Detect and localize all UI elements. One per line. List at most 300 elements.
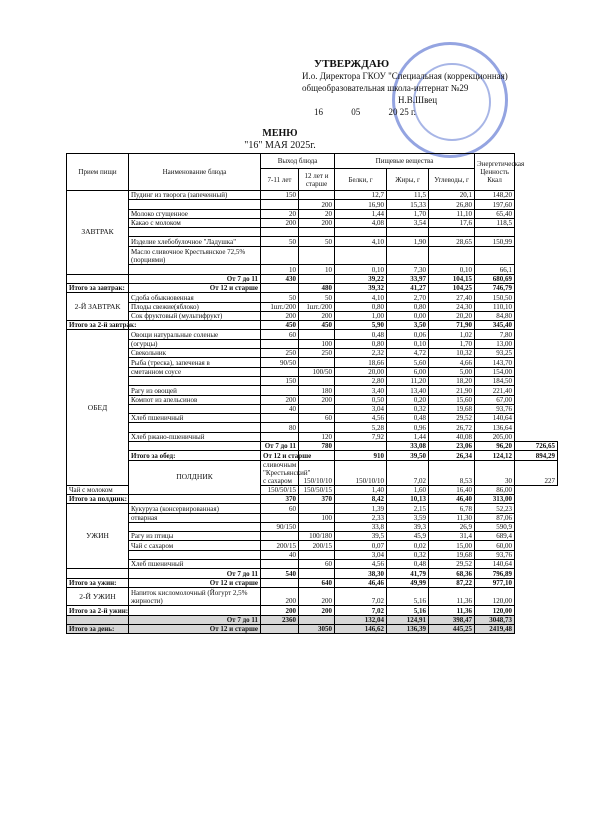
output-7-11: 40 <box>261 550 299 559</box>
meal-name: 2-Й УЖИН <box>67 587 129 606</box>
dish-name: Хлеб ржано-пшеничный <box>129 432 261 441</box>
protein-value: 7,02 <box>335 587 387 606</box>
summary-age-label: От 12 и старше <box>129 578 261 587</box>
carbs-value: 29,52 <box>429 414 475 423</box>
fat-value: 5,60 <box>387 358 429 367</box>
output-12-plus: 200 <box>299 200 335 209</box>
table-row <box>67 504 558 513</box>
fat-value: 2,15 <box>387 504 429 513</box>
header-fat: Жиры, г <box>387 169 429 191</box>
carbs-value: 29,52 <box>429 559 475 568</box>
carbs-value: 5,00 <box>429 367 475 376</box>
carbs-value: 26,72 <box>429 423 475 432</box>
dish-name: Пудинг из творога (запеченный) <box>129 191 261 200</box>
approval-date <box>314 106 582 118</box>
fat-value: 0,96 <box>387 423 429 432</box>
fat-value: 6,00 <box>387 367 429 376</box>
energy-value: 680,69 <box>475 274 515 283</box>
output-7-11 <box>261 386 299 395</box>
protein-value: 16,90 <box>335 200 387 209</box>
carbs-value: 1,02 <box>429 330 475 339</box>
output-7-11: 200/15 <box>261 541 299 550</box>
output-7-11: 150/10/10 <box>299 460 335 485</box>
energy-value: 93,76 <box>475 550 515 559</box>
fat-value: 0,48 <box>387 414 429 423</box>
carbs-value: 15,00 <box>429 541 475 550</box>
output-7-11: 780 <box>299 442 335 451</box>
energy-value: 7,80 <box>475 330 515 339</box>
output-7-11: 60 <box>261 504 299 513</box>
energy-value: 746,79 <box>475 283 515 292</box>
carbs-value: 68,36 <box>429 569 475 578</box>
energy-value: 93,25 <box>475 349 515 358</box>
output-7-11: 150 <box>261 191 299 200</box>
summary-title: Итого за день: <box>67 625 129 634</box>
protein-value: 5,28 <box>335 423 387 432</box>
protein-value: 2,33 <box>335 513 387 522</box>
approval-block <box>302 58 582 118</box>
dish-name: Овощи натуральные соленые <box>129 330 261 339</box>
carbs-value: 10,32 <box>429 349 475 358</box>
dish-name: Рыба (треска), запеченая в <box>129 358 261 367</box>
energy-value <box>475 246 515 265</box>
energy-value: 345,40 <box>475 321 515 330</box>
table-row <box>67 513 558 522</box>
dish-name: сметанном соусе <box>129 367 261 376</box>
output-7-11: 450 <box>261 321 299 330</box>
summary-title: Итого за полдник: <box>67 494 129 503</box>
summary-title <box>67 274 129 283</box>
approval-date-year: 20 25 г. <box>388 107 416 117</box>
output-12-plus <box>299 569 335 578</box>
output-7-11: 370 <box>261 494 299 503</box>
protein-value: 0,80 <box>335 302 387 311</box>
output-7-11 <box>261 228 299 237</box>
fat-value: 11,20 <box>387 376 429 385</box>
output-7-11: 200 <box>261 606 299 615</box>
output-7-11: 150 <box>261 376 299 385</box>
energy-value: 150,50 <box>475 293 515 302</box>
fat-value: 0,32 <box>387 404 429 413</box>
fat-value: 0,00 <box>387 311 429 320</box>
summary-row <box>67 321 558 330</box>
fat-value: 3,59 <box>387 513 429 522</box>
summary-row <box>67 569 558 578</box>
protein-value: 2,32 <box>335 349 387 358</box>
output-7-11 <box>261 559 299 568</box>
dish-name: Рагу из птицы <box>129 532 261 541</box>
energy-value: 143,70 <box>475 358 515 367</box>
fat-value: 10,13 <box>387 494 429 503</box>
output-12-plus <box>299 191 335 200</box>
output-12-plus <box>299 246 335 265</box>
protein-value: 146,62 <box>335 625 387 634</box>
carbs-value: 11,10 <box>429 209 475 218</box>
carbs-value: 30 <box>475 460 515 485</box>
output-12-plus <box>299 228 335 237</box>
energy-value: 13,00 <box>475 339 515 348</box>
energy-value: 140,64 <box>475 559 515 568</box>
carbs-value: 20,20 <box>429 311 475 320</box>
dish-name: Плоды свежие(яблоко) <box>129 302 261 311</box>
table-row <box>67 460 558 485</box>
carbs-value: 16,40 <box>429 485 475 494</box>
protein-value: 8,42 <box>335 494 387 503</box>
fat-value: 136,39 <box>387 625 429 634</box>
protein-value <box>335 228 387 237</box>
protein-value: 4,10 <box>335 293 387 302</box>
fat-value: 11,5 <box>387 191 429 200</box>
output-12-plus: 1шт./200 <box>299 302 335 311</box>
table-row <box>67 218 558 227</box>
output-7-11 <box>261 414 299 423</box>
dish-name: Изделие хлебобулочное "Ладушка" <box>129 237 261 246</box>
output-12-plus <box>299 376 335 385</box>
table-row <box>67 349 558 358</box>
table-row <box>67 339 558 348</box>
energy-value: 590,9 <box>475 522 515 531</box>
output-7-11: 90/150 <box>261 522 299 531</box>
protein-value: 38,30 <box>335 569 387 578</box>
dish-name: Свекольник <box>129 349 261 358</box>
energy-value: 120,00 <box>475 587 515 606</box>
summary-row <box>67 494 558 503</box>
output-7-11 <box>261 432 299 441</box>
output-12-plus: 3050 <box>299 625 335 634</box>
summary-age-label: От 12 и старше <box>129 625 261 634</box>
fat-value: 0,32 <box>387 550 429 559</box>
summary-age-label: От 7 до 11 <box>261 442 299 451</box>
table-row <box>67 191 558 200</box>
fat-value: 39,3 <box>387 522 429 531</box>
output-12-plus: 150/10/10 <box>335 460 387 485</box>
menu-table <box>66 153 558 634</box>
summary-age-label <box>129 606 261 615</box>
carbs-value: 6,78 <box>429 504 475 513</box>
carbs-value: 46,40 <box>429 494 475 503</box>
energy-value: 140,64 <box>475 414 515 423</box>
energy-value: 154,00 <box>475 367 515 376</box>
table-row <box>67 265 558 274</box>
output-12-plus: 200 <box>299 606 335 615</box>
summary-age-label: От 12 и старше <box>129 283 261 292</box>
energy-value: 197,60 <box>475 200 515 209</box>
fat-value: 41,27 <box>387 283 429 292</box>
protein-value: 46,46 <box>335 578 387 587</box>
dish-name: Рагу из овощей <box>129 386 261 395</box>
energy-value: 87,06 <box>475 513 515 522</box>
summary-age-label: От 7 до 11 <box>129 274 261 283</box>
protein-value: 4,08 <box>335 218 387 227</box>
dish-name: Компот из апельсинов <box>129 395 261 404</box>
protein-value: 0,80 <box>335 339 387 348</box>
summary-row <box>67 442 558 451</box>
output-12-plus: 50 <box>299 237 335 246</box>
header-output: Выход блюда <box>261 154 335 169</box>
dish-name <box>129 522 261 531</box>
header-dish: Наименование блюда <box>129 154 261 191</box>
table-row <box>67 559 558 568</box>
output-12-plus: 200 <box>299 587 335 606</box>
protein-value: 7,92 <box>335 432 387 441</box>
dish-name <box>129 376 261 385</box>
energy-value: 184,50 <box>475 376 515 385</box>
output-7-11 <box>261 246 299 265</box>
energy-value: 67,00 <box>475 395 515 404</box>
fat-value: 3,54 <box>387 218 429 227</box>
protein-value: 1,40 <box>335 485 387 494</box>
protein-value: 7,02 <box>335 606 387 615</box>
fat-value: 0,06 <box>387 330 429 339</box>
fat-value: 1,60 <box>387 485 429 494</box>
dish-name <box>129 550 261 559</box>
document-title-block <box>220 128 340 152</box>
fat-value: 5,16 <box>387 606 429 615</box>
table-row <box>67 302 558 311</box>
output-12-plus: 640 <box>299 578 335 587</box>
table-row <box>67 209 558 218</box>
protein-value: 1,44 <box>335 209 387 218</box>
energy-value: 3048,73 <box>475 615 515 624</box>
energy-value: 136,64 <box>475 423 515 432</box>
output-12-plus <box>299 423 335 432</box>
carbs-value <box>429 228 475 237</box>
table-row <box>67 395 558 404</box>
protein-value: 0,50 <box>335 395 387 404</box>
fat-value: 45,9 <box>387 532 429 541</box>
output-7-11: 60 <box>261 330 299 339</box>
energy-value: 205,00 <box>475 432 515 441</box>
fat-value: 13,40 <box>387 386 429 395</box>
protein-value: 0,48 <box>335 330 387 339</box>
output-7-11 <box>261 283 299 292</box>
summary-title <box>67 615 129 624</box>
fat-value: 1,90 <box>387 237 429 246</box>
fat-value: 8,53 <box>429 460 475 485</box>
carbs-value: 87,22 <box>429 578 475 587</box>
header-age-12-plus: 12 лет и старше <box>299 169 335 191</box>
output-12-plus: 60 <box>299 559 335 568</box>
output-12-plus: 100 <box>299 339 335 348</box>
meal-name: УЖИН <box>67 504 129 569</box>
output-7-11: 250 <box>261 349 299 358</box>
approval-date-month: 05 <box>351 107 361 117</box>
summary-title: Итого за ужин: <box>67 578 129 587</box>
output-7-11: 200 <box>261 395 299 404</box>
summary-title: Итого за 2-й завтрак: <box>67 321 129 330</box>
energy-value: 796,89 <box>475 569 515 578</box>
approval-date-day: 16 <box>314 107 323 117</box>
fat-value: 2,70 <box>387 293 429 302</box>
fat-value: 5,16 <box>387 587 429 606</box>
output-7-11: 40 <box>261 404 299 413</box>
protein-value: 3,04 <box>335 404 387 413</box>
output-12-plus <box>299 358 335 367</box>
energy-value: 60,00 <box>475 541 515 550</box>
dish-name: Масло сливочное Крестьянское 72,5% (порциями) <box>129 246 261 265</box>
table-row <box>67 311 558 320</box>
output-12-plus: 200 <box>299 395 335 404</box>
output-12-plus <box>299 504 335 513</box>
output-7-11: 200 <box>261 218 299 227</box>
dish-name <box>129 423 261 432</box>
energy-value: 221,40 <box>475 386 515 395</box>
output-12-plus: 20 <box>299 209 335 218</box>
protein-value <box>335 246 387 265</box>
protein-value: 3,04 <box>335 550 387 559</box>
output-12-plus: 60 <box>299 414 335 423</box>
table-row <box>67 414 558 423</box>
output-7-11: 200 <box>261 587 299 606</box>
output-12-plus: 120 <box>299 432 335 441</box>
table-row <box>67 404 558 413</box>
dish-name: Какао с молоком <box>129 218 261 227</box>
carbs-value: 31,4 <box>429 532 475 541</box>
dish-name <box>129 404 261 413</box>
fat-value <box>387 228 429 237</box>
header-age-7-11: 7-11 лет <box>261 169 299 191</box>
protein-value: 4,56 <box>335 559 387 568</box>
fat-value: 7,30 <box>387 265 429 274</box>
protein-value: 0,07 <box>335 541 387 550</box>
fat-value: 0,80 <box>387 302 429 311</box>
carbs-value: 104,15 <box>429 274 475 283</box>
energy-value: 93,76 <box>475 404 515 413</box>
output-7-11 <box>261 339 299 348</box>
dish-name: Сок фруктовый (мультифрукт) <box>129 311 261 320</box>
energy-value: 120,00 <box>475 606 515 615</box>
carbs-value: 21,90 <box>429 386 475 395</box>
protein-value: 1,39 <box>335 504 387 513</box>
carbs-value <box>429 246 475 265</box>
carbs-value: 11,36 <box>429 587 475 606</box>
fat-value: 0,20 <box>387 395 429 404</box>
output-7-11: 540 <box>261 569 299 578</box>
table-row <box>67 237 558 246</box>
summary-title <box>129 442 261 451</box>
dish-name: Сдоба обыкновенная <box>129 293 261 302</box>
carbs-value: 28,65 <box>429 237 475 246</box>
protein-value: 18,66 <box>335 358 387 367</box>
output-12-plus: 480 <box>299 283 335 292</box>
protein-value: 2,80 <box>335 376 387 385</box>
meal-name: ПОЛДНИК <box>129 460 261 494</box>
table-row <box>67 376 558 385</box>
fat-value: 124,91 <box>387 615 429 624</box>
output-12-plus: 100/50 <box>299 367 335 376</box>
summary-age-label <box>129 321 261 330</box>
fat-value: 23,06 <box>429 442 475 451</box>
carbs-value: 0,10 <box>429 265 475 274</box>
dish-name: (огурцы) <box>129 339 261 348</box>
header-energy: Энергетическая Ценность Ккал <box>475 154 515 191</box>
carbs-value: 445,25 <box>429 625 475 634</box>
summary-age-label: От 12 и старше <box>261 451 299 460</box>
summary-age-label: От 7 до 11 <box>129 569 261 578</box>
protein-value: 20,00 <box>335 367 387 376</box>
protein-value: 5,90 <box>335 321 387 330</box>
carbs-value: 18,20 <box>429 376 475 385</box>
fat-value: 49,99 <box>387 578 429 587</box>
energy-value: 689,4 <box>475 532 515 541</box>
output-12-plus: 50 <box>299 293 335 302</box>
summary-age-label: От 7 до 11 <box>129 615 261 624</box>
menu-body <box>67 191 558 634</box>
dish-name <box>129 228 261 237</box>
carbs-value: 104,25 <box>429 283 475 292</box>
summary-row <box>67 578 558 587</box>
output-12-plus: 200 <box>299 311 335 320</box>
dish-name <box>129 200 261 209</box>
dish-name: отварная <box>129 513 261 522</box>
output-7-11: 1шт./200 <box>261 302 299 311</box>
header-nutrients: Пищевые вещества <box>335 154 475 169</box>
energy-value: 65,40 <box>475 209 515 218</box>
protein-value: 7,02 <box>387 460 429 485</box>
output-7-11 <box>261 532 299 541</box>
energy-value: 66,1 <box>475 265 515 274</box>
dish-name: Чай с молоком <box>67 485 129 494</box>
table-row <box>67 330 558 339</box>
output-7-11: 50 <box>261 237 299 246</box>
carbs-value: 1,70 <box>429 339 475 348</box>
carbs-value: 26,9 <box>429 522 475 531</box>
dish-name: сливочным "Крестьянский" с сахаром <box>261 460 299 485</box>
document-title: МЕНЮ <box>262 128 298 139</box>
meal-name: ЗАВТРАК <box>67 191 129 275</box>
summary-row <box>67 625 558 634</box>
output-12-plus: 910 <box>335 451 387 460</box>
carbs-value: 71,90 <box>429 321 475 330</box>
output-7-11: 90/50 <box>261 358 299 367</box>
table-row <box>67 550 558 559</box>
energy-value: 110,10 <box>475 302 515 311</box>
energy-value: 118,5 <box>475 218 515 227</box>
protein-value: 4,10 <box>335 237 387 246</box>
table-row <box>67 532 558 541</box>
fat-value: 33,97 <box>387 274 429 283</box>
output-12-plus: 200 <box>299 218 335 227</box>
table-row <box>67 246 558 265</box>
summary-row <box>67 274 558 283</box>
output-12-plus: 100/180 <box>299 532 335 541</box>
carbs-value: 15,60 <box>429 395 475 404</box>
output-12-plus <box>299 274 335 283</box>
table-row <box>67 358 558 367</box>
summary-title: Итого за 2-й ужин: <box>67 606 129 615</box>
carbs-value: 124,12 <box>475 451 515 460</box>
carbs-value: 4,66 <box>429 358 475 367</box>
energy-value: 2419,48 <box>475 625 515 634</box>
dish-name: Кукуруза (консервированная) <box>129 504 261 513</box>
summary-title: Итого за завтрак: <box>67 283 129 292</box>
dish-name: Чай с сахаром <box>129 541 261 550</box>
header-protein: Белки, г <box>335 169 387 191</box>
carbs-value: 96,20 <box>475 442 515 451</box>
dish-name: Хлеб пшеничный <box>129 414 261 423</box>
output-7-11: 430 <box>261 274 299 283</box>
summary-row <box>67 283 558 292</box>
dish-name: Хлеб пшеничный <box>129 559 261 568</box>
output-7-11: 2360 <box>261 615 299 624</box>
output-12-plus <box>299 615 335 624</box>
output-12-plus <box>299 330 335 339</box>
output-7-11: 50 <box>261 293 299 302</box>
fat-value: 0,10 <box>387 339 429 348</box>
summary-row <box>67 451 558 460</box>
carbs-value: 26,80 <box>429 200 475 209</box>
protein-value: 1,00 <box>335 311 387 320</box>
